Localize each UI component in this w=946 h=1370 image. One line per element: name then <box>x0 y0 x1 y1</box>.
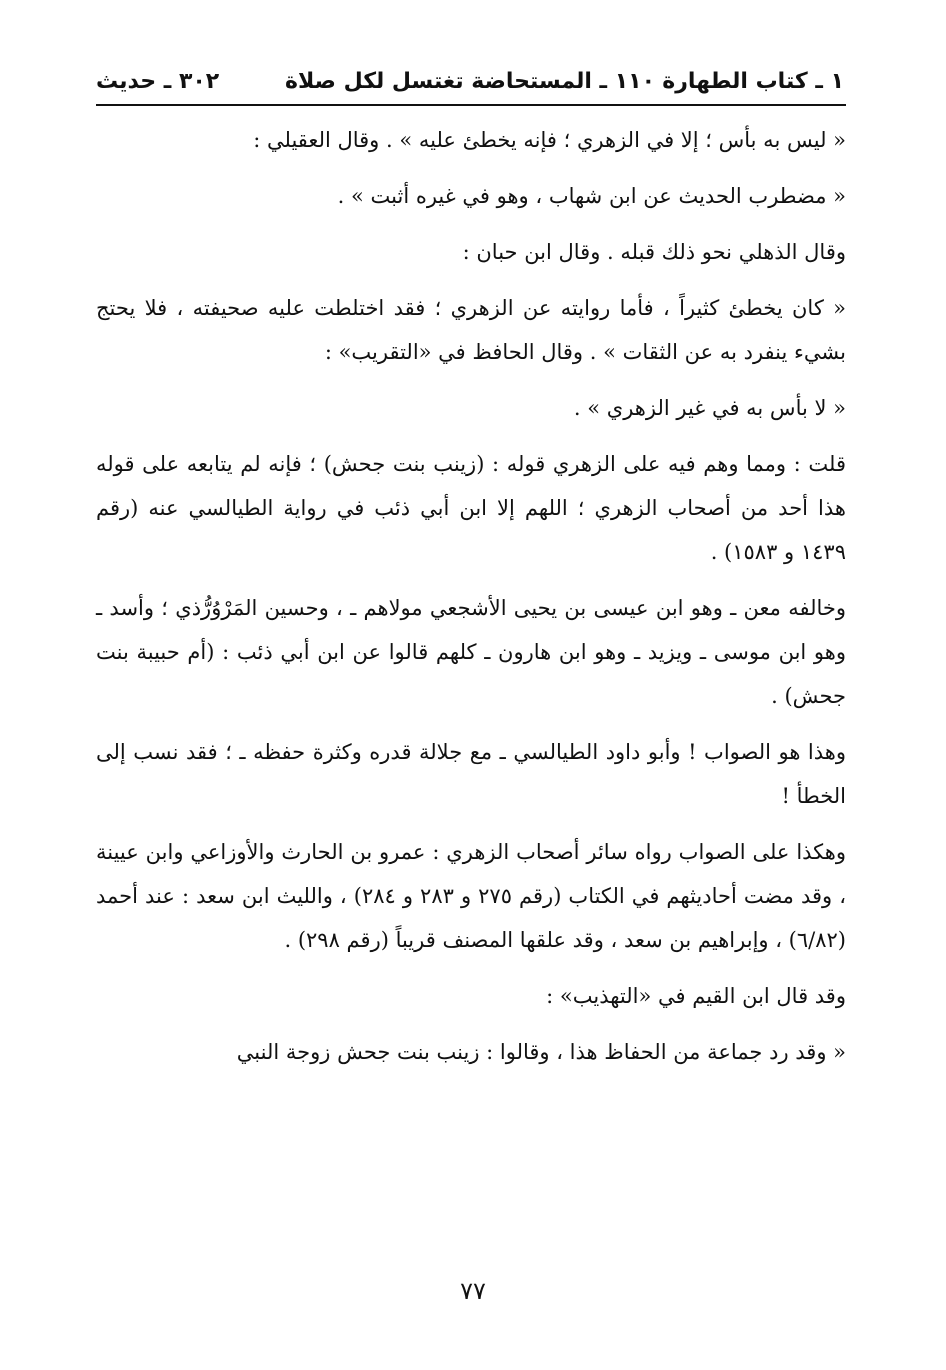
paragraph: وهكذا على الصواب رواه سائر أصحاب الزهري : عمرو بن الحارث والأوزاعي وابن عيينة ، وقد مضت أحاديثهم في الكتاب (رقم ٢٧٥ و ٢٨٣ و ٢٨٤) ، والليث ابن سعد : عند أحمد (٦/٨٢) ، وإبراهيم بن سعد ، وقد علقها المصنف قريباً (رقم ٢٩٨) . <box>96 840 847 952</box>
header-hadith-number: ٣٠٢ ـ حديث <box>96 69 220 94</box>
page-number: ٧٧ <box>460 1277 486 1305</box>
paragraph: وخالفه معن ـ وهو ابن عيسى بن يحيى الأشجعي مولاهم ـ ، وحسين المَرْوُرُّذي ؛ وأسد ـ وهو ابن موسى ـ ويزيد ـ وهو ابن هارون ـ كلهم قالوا عن ابن أبي ذئب : (أم حبيبة بنت جحش) . <box>96 596 846 708</box>
paragraph: « مضطرب الحديث عن ابن شهاب ، وهو في غيره أثبت » . <box>337 184 846 208</box>
running-header <box>96 64 844 100</box>
paragraph: وقد قال ابن القيم في «التهذيب» : <box>546 984 846 1008</box>
header-divider <box>96 104 846 106</box>
page-body <box>96 118 846 1086</box>
paragraph: وهذا هو الصواب ! وأبو داود الطيالسي ـ مع جلالة قدره وكثرة حفظه ـ ؛ فقد نسب إلى الخطأ ! <box>96 740 846 808</box>
paragraph: « لا بأس به في غير الزهري » . <box>573 396 846 420</box>
paragraph: قلت : ومما وهم فيه على الزهري قوله : (زينب بنت جحش) ؛ فإنه لم يتابعه على قوله هذا أحد من أصحاب الزهري ؛ اللهم إلا ابن أبي ذئب في رواية الطيالسي عنه (رقم ١٤٣٩ و ١٥٨٣) . <box>96 452 846 564</box>
paragraph: « كان يخطئ كثيراً ، فأما روايته عن الزهري ؛ فقد اختلطت عليه صحيفته ، فلا يحتج بشيء ينفرد به عن الثقات » . وقال الحافظ في «التقريب» : <box>96 296 846 364</box>
paragraph: وقال الذهلي نحو ذلك قبله . وقال ابن حبان : <box>462 240 846 264</box>
paragraph: « ليس به بأس ؛ إلا في الزهري ؛ فإنه يخطئ عليه » . وقال العقيلي : <box>253 128 846 152</box>
header-book-title: ١ ـ كتاب الطهارة <box>662 69 844 94</box>
paragraph: « وقد رد جماعة من الحفاظ هذا ، وقالوا : زينب بنت جحش زوجة النبي <box>236 1040 846 1064</box>
header-chapter-title: ١١٠ ـ المستحاضة تغتسل لكل صلاة <box>284 69 656 94</box>
